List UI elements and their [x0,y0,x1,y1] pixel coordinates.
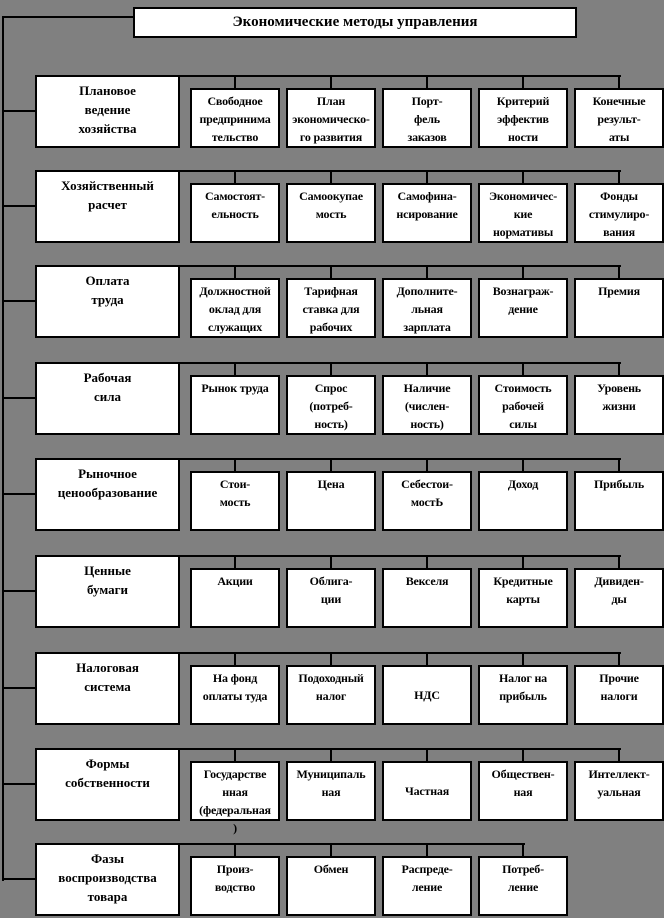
child-box [478,568,568,628]
connector-line [2,300,35,302]
diagram-row [0,748,664,835]
child-label: Вознаграж- дение [492,284,554,316]
category-box [35,362,180,435]
connector-line [618,748,620,761]
child-label: Стои- мость [219,477,251,509]
child-cell [574,748,664,821]
child-box [574,88,664,148]
connector-line [522,265,524,278]
connector-line [618,555,620,568]
child-label: Тарифная ставка для рабочих [302,284,360,334]
child-box [190,761,280,835]
connector-line [426,555,428,568]
child-label: Фонды стимулиро- вания [588,189,650,239]
diagram-title: Экономические методы управления [232,14,478,30]
child-cell [190,170,280,243]
connector-line [426,843,428,856]
child-box [286,183,376,243]
child-cell [190,555,280,628]
child-label: Обмен [313,862,349,876]
child-cell [478,458,568,531]
child-label: Обществен- ная [491,767,555,799]
connector-line [618,75,620,88]
connector-line [618,652,620,665]
child-cell [286,170,376,243]
connector-line [426,170,428,183]
child-cell [286,748,376,821]
child-label: На фонд оплаты туда [202,671,268,703]
child-box [382,568,472,628]
child-cell [382,652,472,725]
connector-line [426,652,428,665]
child-box [478,278,568,338]
child-cell [286,843,376,916]
diagram-row [0,170,664,243]
category-label: Налоговая система [76,660,139,694]
child-box [574,568,664,628]
child-label: Векселя [405,574,449,588]
child-box [574,278,664,338]
child-label: Наличие (числен- ность) [403,381,451,431]
child-box [382,88,472,148]
connector-line [618,362,620,375]
connector-line [2,878,35,880]
connector-line [330,748,332,761]
child-cell [478,265,568,338]
child-label: Спрос (потреб- ность) [309,381,353,431]
connector-line [618,265,620,278]
child-label: Прибыль [594,477,644,491]
child-label: Распреде- ление [401,862,453,894]
child-box [574,471,664,531]
child-box [478,471,568,531]
connector-line [330,75,332,88]
child-cell [286,362,376,435]
child-cell [190,265,280,338]
child-box [286,278,376,338]
child-label: Муниципаль ная [296,767,366,799]
category-label: Рыночное ценообразование [57,466,158,500]
connector-line [618,458,620,471]
child-label: Порт- фель заказов [407,94,447,144]
category-box [35,555,180,628]
child-box [574,375,664,435]
child-cell [574,75,664,148]
child-cell [382,265,472,338]
child-cell [478,748,568,821]
category-label: Рабочая сила [83,370,132,404]
child-box [286,375,376,435]
child-label: Государстве нная (федеральная ) [199,767,271,835]
connector-line [234,652,236,665]
connector-line [2,783,35,785]
child-label: Самофина- нсирование [396,189,458,221]
connector-line [234,843,236,856]
child-cell [190,362,280,435]
category-box [35,843,180,916]
child-label: Кредитные карты [493,574,553,606]
connector-line [330,458,332,471]
child-cell [382,458,472,531]
connector-line [426,748,428,761]
child-cell [382,748,472,821]
connector-line [234,75,236,88]
category-label: Хозяйственный расчет [61,178,154,212]
diagram-row [0,362,664,435]
connector-line [330,652,332,665]
connector-line [234,362,236,375]
child-label: Дополните- льная зарплата [396,284,458,334]
child-label: Акции [217,574,253,588]
connector-line [618,170,620,183]
connector-line [2,16,133,18]
child-label: Подоходный налог [298,671,364,703]
child-cell [478,843,568,916]
child-box [190,856,280,916]
child-cell [382,170,472,243]
child-cell [382,555,472,628]
child-label: Свободное предпринима тельство [199,94,271,144]
connector-line [330,843,332,856]
child-label: Прочие налоги [599,671,639,703]
child-cell [190,652,280,725]
connector-line [2,205,35,207]
connector-line [426,362,428,375]
category-label: Формы собственности [65,756,150,790]
child-box [382,278,472,338]
category-box [35,652,180,725]
child-cell [382,843,472,916]
child-box [190,375,280,435]
child-cell [574,555,664,628]
child-cell [382,362,472,435]
child-label: Критерий эффектив ности [496,94,550,144]
child-box [574,183,664,243]
child-label: Должностной оклад для служащих [199,284,271,334]
child-cell [190,75,280,148]
child-cell [286,75,376,148]
category-label: Фазы воспроизводства товара [58,851,157,904]
connector-line [522,748,524,761]
diagram-row [0,652,664,725]
child-box [286,568,376,628]
connector-line [522,843,524,856]
diagram-row [0,458,664,531]
child-box [190,278,280,338]
connector-line [234,555,236,568]
child-cell [478,555,568,628]
connector-line [234,170,236,183]
child-box [478,856,568,916]
child-box [478,375,568,435]
connector-line [2,493,35,495]
child-box [286,665,376,725]
connector-line [522,555,524,568]
child-label: Цена [317,477,345,491]
child-label: Самостоят- ельность [205,189,265,221]
diagram-title-box [133,7,577,38]
child-box [382,183,472,243]
child-box [478,761,568,821]
child-label: Потреб- ление [502,862,544,894]
child-label: Уровень жизни [597,381,641,413]
connector-line [522,362,524,375]
child-box [190,183,280,243]
child-cell [574,458,664,531]
child-label: Себестои- мостЬ [401,477,453,509]
child-label: Самоокупае мость [299,189,363,221]
child-cell [574,265,664,338]
child-label: Доход [507,477,539,491]
child-cell [190,458,280,531]
child-cell [286,458,376,531]
child-box [574,761,664,821]
child-box [286,471,376,531]
child-label: Рынок труда [201,381,269,395]
connector-line [522,75,524,88]
child-box [286,761,376,821]
connector-line [234,748,236,761]
child-box [382,471,472,531]
category-box [35,75,180,148]
child-box [286,88,376,148]
child-cell [286,652,376,725]
diagram-row [0,843,664,916]
connector-line [234,265,236,278]
connector-line [426,458,428,471]
child-cell [478,170,568,243]
child-cell [478,75,568,148]
category-box [35,265,180,338]
child-label: Облига- ции [309,574,353,606]
child-cell [286,555,376,628]
child-label: Интеллект- уальная [588,767,650,799]
child-label: Конечные результ- аты [592,94,646,144]
category-label: Оплата труда [85,273,130,307]
child-label: Премия [598,284,640,298]
connector-line [234,458,236,471]
child-cell [286,265,376,338]
connector-line [330,170,332,183]
child-label: Экономичес- кие нормативы [488,189,558,239]
child-cell [574,170,664,243]
category-box [35,458,180,531]
child-cell [382,75,472,148]
child-cell [478,652,568,725]
child-box [190,88,280,148]
child-cell [190,843,280,916]
child-label: Налог на прибыль [499,671,547,703]
connector-line [2,110,35,112]
child-box [478,665,568,725]
child-box [190,568,280,628]
diagram-row [0,265,664,338]
connector-line [330,362,332,375]
category-box [35,748,180,821]
connector-line [330,555,332,568]
connector-line [426,75,428,88]
child-cell [478,362,568,435]
child-box [382,856,472,916]
child-label: Частная [404,784,450,798]
diagram-row [0,555,664,628]
child-box [382,665,472,725]
child-label: План экономическо- го развития [292,94,370,144]
child-cell [574,362,664,435]
connector-line [522,458,524,471]
connector-line [330,265,332,278]
child-box [478,183,568,243]
connector-line [522,170,524,183]
child-box [382,375,472,435]
category-label: Плановое ведение хозяйства [78,83,137,136]
child-box [190,471,280,531]
child-cell [574,652,664,725]
child-label: Стоимость рабочей силы [494,381,552,431]
connector-line [522,652,524,665]
category-label: Ценные бумаги [84,563,131,597]
connector-line [426,265,428,278]
child-label: Дивиден- ды [594,574,644,606]
child-label: НДС [414,688,440,702]
category-box [35,170,180,243]
child-box [478,88,568,148]
diagram-row [0,75,664,148]
child-cell [190,748,280,835]
connector-line [2,590,35,592]
child-label: Произ- водство [214,862,256,894]
child-box [574,665,664,725]
connector-line [2,397,35,399]
child-box [382,761,472,821]
connector-line [2,687,35,689]
child-box [190,665,280,725]
child-box [286,856,376,916]
